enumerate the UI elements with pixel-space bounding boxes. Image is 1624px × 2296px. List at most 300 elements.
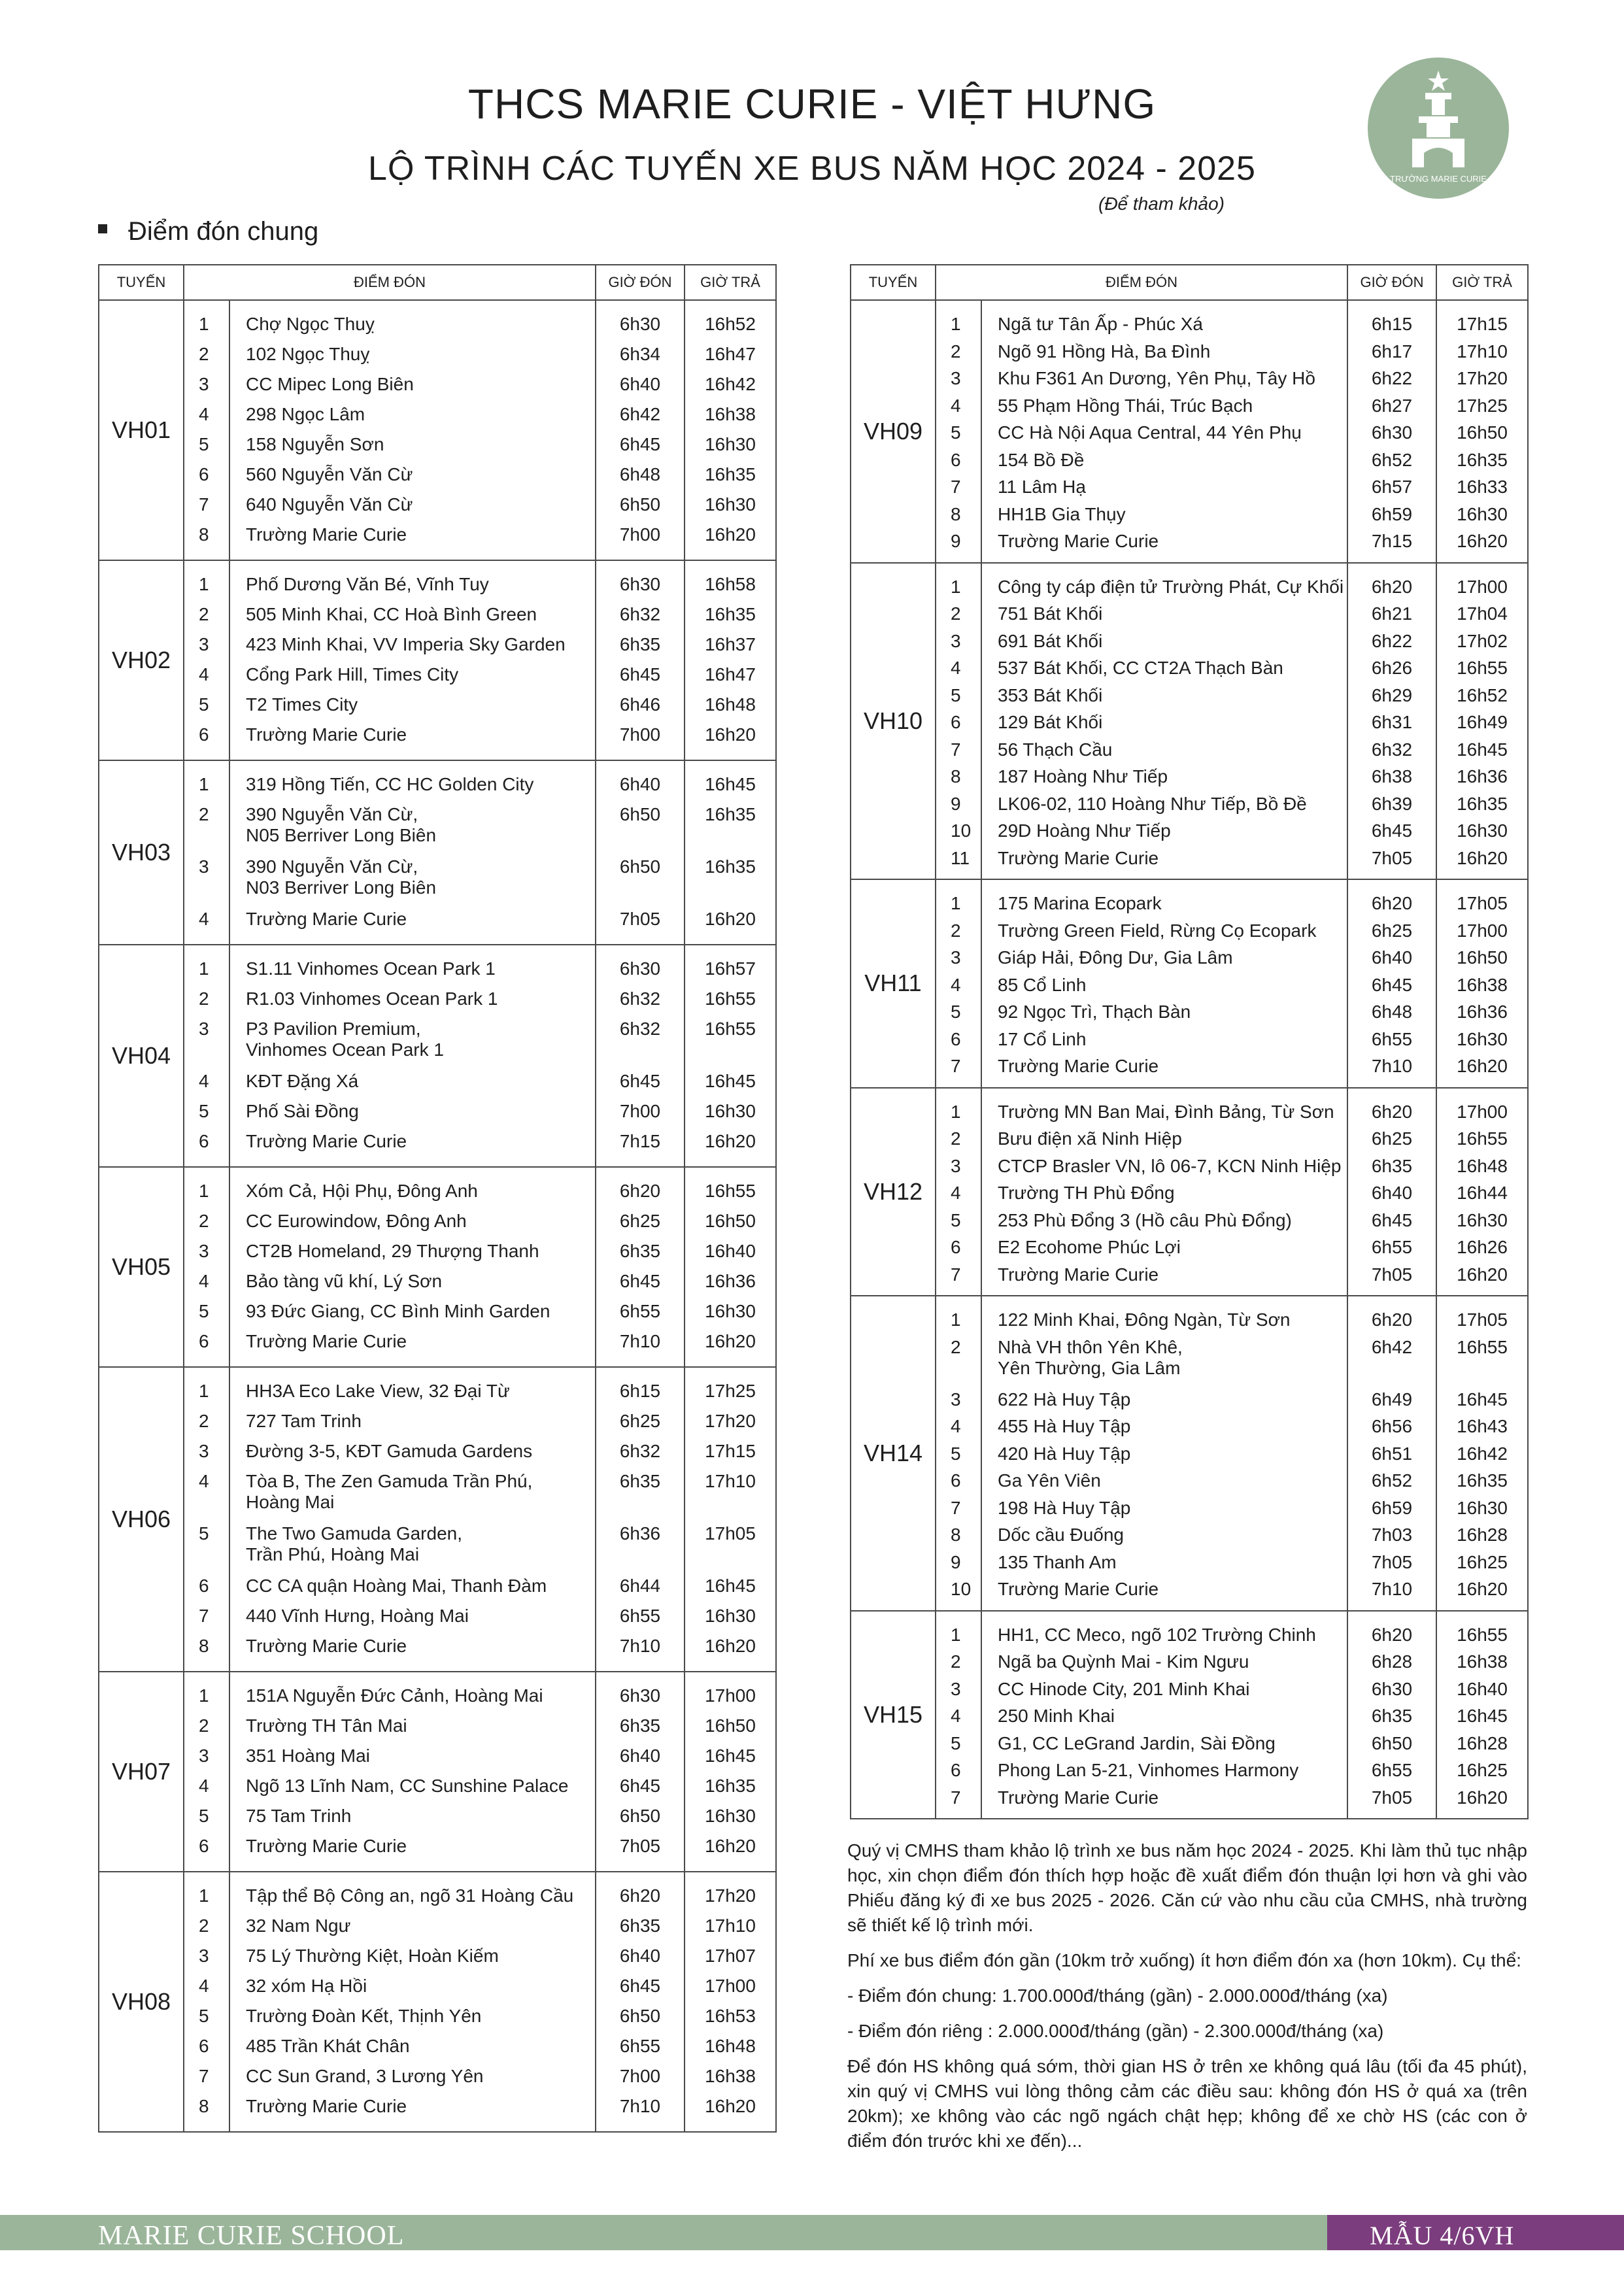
pickup-time: 6h55 [1371, 1760, 1413, 1780]
pickup-time: 6h45 [619, 664, 661, 684]
return-time: 16h50 [1457, 422, 1508, 443]
stop-address: CC Sun Grand, 3 Lương Yên [246, 2066, 484, 2086]
stop-number: 5 [199, 434, 209, 454]
return-time: 16h35 [705, 804, 756, 824]
pickup-time: 6h35 [619, 1715, 661, 1736]
route-code: VH03 [99, 760, 184, 945]
pickup-time: 6h52 [1371, 1470, 1413, 1491]
stop-number: 6 [951, 1760, 961, 1780]
stop-number: 4 [951, 1706, 961, 1726]
return-time: 16h36 [1457, 766, 1508, 786]
stop-address: 640 Nguyễn Văn Cừ [246, 494, 413, 515]
stop-number: 2 [951, 603, 961, 624]
note-paragraph: - Điểm đón riêng : 2.000.000đ/tháng (gần) - 2.300.000đ/tháng (xa) [847, 2021, 1384, 2041]
pickup-time: 6h32 [619, 604, 661, 624]
stop-number: 9 [951, 1551, 961, 1572]
stop-address: CT2B Homeland, 29 Thượng Thanh [246, 1241, 539, 1261]
stop-address: Trường TH Tân Mai [246, 1715, 407, 1736]
return-time: 16h53 [705, 2006, 756, 2026]
stop-number: 3 [951, 1389, 961, 1410]
stop-number: 1 [199, 1381, 209, 1401]
stop-number: 1 [951, 1624, 961, 1645]
pickup-time: 6h55 [619, 1606, 661, 1626]
reference-note: (Để tham khảo) [1098, 194, 1225, 214]
return-time: 16h35 [1457, 449, 1508, 470]
bullet-icon [98, 224, 107, 233]
return-time: 16h28 [1457, 1525, 1508, 1545]
pickup-time: 7h10 [619, 1331, 661, 1351]
pickup-time: 6h21 [1371, 603, 1413, 624]
pickup-time: 7h05 [619, 909, 661, 929]
stop-address: Trường Marie Curie [246, 909, 407, 929]
stop-address: Trường Marie Curie [998, 531, 1159, 551]
stop-address: Cổng Park Hill, Times City [246, 664, 459, 684]
pickup-time: 6h32 [619, 988, 661, 1009]
stop-number: 1 [199, 958, 209, 979]
return-time: 17h05 [1457, 893, 1508, 913]
stop-number: 2 [951, 920, 961, 941]
stop-number: 5 [199, 1523, 209, 1544]
return-time: 16h45 [705, 1071, 756, 1091]
column-header-return: GIỜ TRẢ [1436, 265, 1528, 300]
return-time: 17h07 [705, 1946, 756, 1966]
stop-address: Trường Marie Curie [998, 1787, 1159, 1808]
stop-address: 390 Nguyễn Văn Cừ, N05 Berriver Long Biên [246, 804, 437, 845]
stop-address: E2 Ecohome Phúc Lợi [998, 1237, 1181, 1257]
stop-address: 29D Hoàng Như Tiếp [998, 820, 1171, 841]
return-time: 16h20 [1457, 1056, 1508, 1076]
pickup-time: 6h45 [1371, 974, 1413, 995]
pickup-time: 6h20 [1371, 1624, 1413, 1645]
return-time: 16h48 [705, 2036, 756, 2056]
return-time: 16h35 [1457, 1470, 1508, 1491]
stop-number: 9 [951, 531, 961, 551]
return-time: 16h47 [705, 344, 756, 364]
pickup-time: 6h40 [1371, 1183, 1413, 1203]
route-row [851, 563, 1528, 880]
stop-address: HH1, CC Meco, ngõ 102 Trường Chinh [998, 1624, 1316, 1645]
stop-number: 2 [199, 1411, 209, 1431]
stop-number: 5 [951, 1443, 961, 1464]
pickup-time: 7h05 [1371, 1264, 1413, 1285]
stop-number: 2 [199, 604, 209, 624]
return-time: 16h35 [705, 604, 756, 624]
stop-number: 3 [199, 1441, 209, 1461]
return-time: 16h30 [1457, 1209, 1508, 1230]
stop-number: 6 [951, 1470, 961, 1491]
return-time: 16h30 [1457, 1028, 1508, 1049]
pickup-time: 6h49 [1371, 1389, 1413, 1410]
stop-address: Tập thể Bộ Công an, ngõ 31 Hoàng Cầu [246, 1885, 574, 1906]
stop-number: 7 [199, 1606, 209, 1626]
stop-number: 8 [951, 766, 961, 786]
stop-address: Trường Marie Curie [246, 2096, 407, 2116]
stop-number: 2 [199, 1211, 209, 1231]
return-time: 16h30 [705, 1301, 756, 1321]
stop-number: 3 [951, 630, 961, 651]
stop-number: 1 [951, 1101, 961, 1122]
pickup-time: 6h20 [1371, 1309, 1413, 1330]
column-header-pickup: GIỜ ĐÓN [1347, 265, 1436, 300]
return-time: 16h40 [1457, 1678, 1508, 1699]
return-time: 16h55 [1457, 1624, 1508, 1645]
return-time: 16h55 [1457, 1128, 1508, 1149]
stop-address: Trường Marie Curie [246, 1331, 407, 1351]
pickup-time: 6h25 [1371, 920, 1413, 941]
stop-address: Trường Đoàn Kết, Thịnh Yên [246, 2006, 482, 2026]
stop-number: 3 [951, 947, 961, 968]
stop-address: 537 Bát Khối, CC CT2A Thạch Bàn [998, 658, 1283, 678]
stop-number: 1 [199, 574, 209, 594]
stop-address: 32 Nam Ngư [246, 1916, 351, 1936]
stop-number: 7 [951, 1787, 961, 1808]
column-header-pickup: GIỜ ĐÓN [596, 265, 685, 300]
pickup-time: 6h32 [619, 1019, 661, 1039]
stop-number: 7 [199, 2066, 209, 2086]
pickup-time: 6h44 [619, 1576, 661, 1596]
stop-number: 1 [199, 1685, 209, 1706]
stop-address: HH1B Gia Thụy [998, 503, 1126, 524]
stop-number: 5 [199, 1301, 209, 1321]
stop-number: 5 [951, 1209, 961, 1230]
return-time: 16h20 [705, 1331, 756, 1351]
return-time: 17h05 [1457, 1309, 1508, 1330]
return-time: 17h00 [1457, 1101, 1508, 1122]
route-row [99, 1367, 776, 1672]
table-header [851, 265, 1528, 300]
route-code: VH09 [851, 300, 936, 563]
route-row [99, 560, 776, 760]
pickup-time: 6h30 [619, 1685, 661, 1706]
return-time: 17h15 [1457, 314, 1508, 334]
stop-address: 727 Tam Trinh [246, 1411, 362, 1431]
return-time: 16h55 [705, 988, 756, 1009]
pickup-time: 6h55 [619, 2036, 661, 2056]
stop-address: CC Hinode City, 201 Minh Khai [998, 1678, 1250, 1699]
pickup-time: 6h45 [619, 434, 661, 454]
pickup-time: 6h17 [1371, 341, 1413, 362]
stop-address: Trường TH Phù Đổng [998, 1183, 1175, 1203]
return-time: 16h48 [1457, 1155, 1508, 1176]
stop-number: 6 [199, 1836, 209, 1856]
pickup-time: 7h10 [619, 1636, 661, 1656]
route-code: VH14 [851, 1296, 936, 1611]
pickup-time: 6h45 [619, 1976, 661, 1996]
return-time: 16h45 [705, 1576, 756, 1596]
stop-number: 3 [199, 634, 209, 654]
route-code: VH07 [99, 1672, 184, 1872]
pickup-time: 7h10 [619, 2096, 661, 2116]
stop-address: 92 Ngọc Trì, Thạch Bàn [998, 1002, 1191, 1022]
stop-number: 1 [951, 314, 961, 334]
pickup-time: 6h50 [619, 856, 661, 877]
stop-address: 175 Marina Ecopark [998, 893, 1162, 913]
stop-number: 11 [951, 847, 970, 868]
pickup-time: 6h35 [619, 1241, 661, 1261]
pickup-time: 6h34 [619, 344, 661, 364]
return-time: 16h30 [705, 494, 756, 515]
stop-number: 1 [951, 576, 961, 597]
stop-address: 17 Cổ Linh [998, 1028, 1087, 1049]
return-time: 16h45 [1457, 1706, 1508, 1726]
return-time: 17h05 [705, 1523, 756, 1544]
stop-number: 7 [199, 494, 209, 515]
stop-number: 6 [951, 1237, 961, 1257]
stop-address: Trường Marie Curie [998, 847, 1159, 868]
stop-address: Trường Marie Curie [246, 1131, 407, 1151]
stop-address: T2 Times City [246, 694, 358, 715]
stop-number: 7 [951, 739, 961, 760]
pickup-time: 6h40 [619, 1946, 661, 1966]
pickup-time: 6h30 [619, 314, 661, 334]
stop-number: 6 [199, 464, 209, 484]
stop-number: 6 [951, 1028, 961, 1049]
route-code: VH12 [851, 1088, 936, 1296]
stop-address: 353 Bát Khối [998, 684, 1103, 705]
pickup-time: 6h15 [1371, 314, 1413, 334]
pickup-time: 6h40 [1371, 947, 1413, 968]
stop-number: 5 [951, 422, 961, 443]
return-time: 16h55 [705, 1181, 756, 1201]
pickup-time: 6h50 [1371, 1732, 1413, 1753]
stop-address: 198 Hà Huy Tập [998, 1497, 1131, 1518]
pickup-time: 7h00 [619, 1101, 661, 1121]
pickup-time: 6h27 [1371, 395, 1413, 416]
stop-address: 158 Nguyễn Sơn [246, 434, 384, 454]
stop-number: 10 [951, 1579, 972, 1599]
pickup-time: 6h51 [1371, 1443, 1413, 1464]
stop-number: 4 [951, 1183, 961, 1203]
pickup-time: 7h00 [619, 724, 661, 745]
stop-address: Bưu điện xã Ninh Hiệp [998, 1128, 1182, 1149]
stop-address: 32 xóm Hạ Hồi [246, 1976, 367, 1996]
return-time: 16h20 [1457, 1787, 1508, 1808]
stop-address: Dốc cầu Đuống [998, 1525, 1125, 1545]
stop-address: CC CA quận Hoàng Mai, Thanh Đàm [246, 1576, 547, 1596]
return-time: 16h30 [705, 1806, 756, 1826]
stop-address: 85 Cổ Linh [998, 974, 1087, 995]
stop-address: KĐT Đặng Xá [246, 1071, 359, 1091]
stop-address: 622 Hà Huy Tập [998, 1389, 1131, 1410]
pickup-time: 7h00 [619, 2066, 661, 2086]
pickup-time: 6h20 [619, 1181, 661, 1201]
pickup-time: 6h50 [619, 1806, 661, 1826]
stop-address: 440 Vĩnh Hưng, Hoàng Mai [246, 1606, 469, 1626]
pickup-time: 7h00 [619, 524, 661, 545]
route-code: VH10 [851, 563, 936, 880]
stop-number: 7 [951, 1056, 961, 1076]
stop-address: P3 Pavilion Premium, Vinhomes Ocean Park 1 [246, 1019, 444, 1060]
stop-address: Xóm Cả, Hội Phụ, Đông Anh [246, 1181, 478, 1201]
stop-address: Trường Marie Curie [246, 724, 407, 745]
route-code: VH11 [851, 879, 936, 1088]
stop-address: CC Mipec Long Biên [246, 374, 414, 394]
stop-address: Giáp Hải, Đông Dư, Gia Lâm [998, 947, 1233, 968]
pickup-time: 6h22 [1371, 630, 1413, 651]
return-time: 16h20 [705, 1836, 756, 1856]
stop-number: 3 [951, 1155, 961, 1176]
stop-address: 390 Nguyễn Văn Cừ, N03 Berriver Long Biên [246, 856, 437, 898]
stop-number: 7 [951, 1497, 961, 1518]
stop-number: 5 [199, 1806, 209, 1826]
route-row [851, 300, 1528, 563]
stop-number: 1 [199, 314, 209, 334]
stop-address: Phong Lan 5-21, Vinhomes Harmony [998, 1760, 1299, 1780]
stop-address: Trường Green Field, Rừng Cọ Ecopark [998, 920, 1317, 941]
stop-address: 151A Nguyễn Đức Cảnh, Hoàng Mai [246, 1685, 543, 1706]
stop-address: 102 Ngọc Thuỵ [246, 344, 370, 364]
stop-number: 3 [199, 1019, 209, 1039]
stop-address: The Two Gamuda Garden, Trần Phú, Hoàng Mai [246, 1523, 462, 1564]
stop-number: 1 [199, 1181, 209, 1201]
return-time: 16h38 [705, 404, 756, 424]
pickup-time: 6h32 [619, 1441, 661, 1461]
column-header-stop: ĐIỂM ĐÓN [936, 265, 1347, 300]
stop-address: Công ty cáp điện tử Trường Phát, Cự Khối [998, 576, 1344, 597]
stop-address: Trường Marie Curie [998, 1056, 1159, 1076]
stop-number: 7 [951, 1264, 961, 1285]
return-time: 17h00 [705, 1685, 756, 1706]
pickup-time: 6h50 [619, 2006, 661, 2026]
stop-address: Phố Sài Đồng [246, 1101, 359, 1121]
route-code: VH08 [99, 1872, 184, 2132]
stop-number: 2 [199, 1715, 209, 1736]
stop-number: 3 [199, 856, 209, 877]
return-time: 17h10 [705, 1471, 756, 1491]
stop-number: 2 [951, 1336, 961, 1357]
pickup-time: 6h40 [619, 774, 661, 794]
stop-address: Khu F361 An Dương, Yên Phụ, Tây Hồ [998, 368, 1315, 388]
stop-address: S1.11 Vinhomes Ocean Park 1 [246, 958, 496, 979]
return-time: 16h38 [705, 2066, 756, 2086]
return-time: 16h20 [705, 1636, 756, 1656]
return-time: 16h30 [705, 434, 756, 454]
return-time: 17h10 [1457, 341, 1508, 362]
stop-address: 455 Hà Huy Tập [998, 1416, 1131, 1436]
stop-number: 2 [199, 804, 209, 824]
return-time: 16h50 [1457, 947, 1508, 968]
stop-number: 6 [951, 712, 961, 732]
return-time: 17h10 [705, 1916, 756, 1936]
return-time: 16h20 [1457, 531, 1508, 551]
stop-address: 122 Minh Khai, Đông Ngàn, Từ Sơn [998, 1309, 1291, 1330]
stop-number: 1 [199, 774, 209, 794]
return-time: 17h04 [1457, 603, 1508, 624]
return-time: 16h38 [1457, 974, 1508, 995]
stop-address: 11 Lâm Hạ [998, 477, 1086, 497]
pickup-time: 6h45 [619, 1271, 661, 1291]
stop-number: 7 [951, 477, 961, 497]
stop-number: 4 [199, 1776, 209, 1796]
stop-number: 3 [199, 1241, 209, 1261]
stop-address: Trường Marie Curie [246, 524, 407, 545]
stop-address: Ngõ 13 Lĩnh Nam, CC Sunshine Palace [246, 1776, 569, 1796]
return-time: 16h42 [705, 374, 756, 394]
pickup-time: 6h30 [1371, 1678, 1413, 1699]
stop-number: 4 [199, 1471, 209, 1491]
note-paragraph: Quý vị CMHS tham khảo lộ trình xe bus năm học 2024 - 2025. Khi làm thủ tục nhập học, xin chọn điểm đón thích hợp hoặc đề xuất điểm đón thuận lợi hơn và ghi vào Phiếu đăng ký đi xe bus 2025 - 2026. Căn cứ vào nhu cầu của CMHS, nhà trường sẽ thiết kế lộ trình mới. [847, 1840, 1527, 1935]
pickup-time: 6h40 [619, 374, 661, 394]
pickup-time: 6h25 [1371, 1128, 1413, 1149]
stop-number: 6 [199, 1131, 209, 1151]
stop-number: 2 [199, 988, 209, 1009]
return-time: 16h20 [705, 724, 756, 745]
pickup-time: 6h30 [619, 958, 661, 979]
stop-address: 351 Hoàng Mai [246, 1746, 370, 1766]
stop-address: Trường Marie Curie [246, 1836, 407, 1856]
page-subtitle: LỘ TRÌNH CÁC TUYẾN XE BUS NĂM HỌC 2024 - 2025 [368, 150, 1256, 188]
route-row [851, 879, 1528, 1088]
stop-address: 485 Trần Khát Chân [246, 2036, 410, 2056]
pickup-time: 6h25 [619, 1211, 661, 1231]
stop-address: R1.03 Vinhomes Ocean Park 1 [246, 988, 498, 1009]
return-time: 16h45 [705, 1746, 756, 1766]
stop-number: 6 [199, 1331, 209, 1351]
stop-address: Phố Dương Văn Bé, Vĩnh Tuy [246, 574, 489, 594]
route-code: VH04 [99, 945, 184, 1167]
route-row [99, 1872, 776, 2132]
return-time: 17h00 [1457, 920, 1508, 941]
return-time: 16h30 [1457, 503, 1508, 524]
route-row [851, 1611, 1528, 1819]
pickup-time: 6h32 [1371, 739, 1413, 760]
stop-number: 3 [951, 1678, 961, 1699]
pickup-time: 6h55 [1371, 1237, 1413, 1257]
pickup-time: 6h55 [1371, 1028, 1413, 1049]
pickup-time: 6h22 [1371, 368, 1413, 388]
route-row [851, 1296, 1528, 1611]
pickup-time: 7h05 [1371, 1551, 1413, 1572]
pickup-time: 6h56 [1371, 1416, 1413, 1436]
pickup-time: 6h45 [1371, 1209, 1413, 1230]
pickup-time: 6h29 [1371, 684, 1413, 705]
stop-number: 9 [951, 793, 961, 814]
stop-number: 2 [199, 344, 209, 364]
pickup-time: 6h35 [619, 1916, 661, 1936]
stop-address: Ngã ba Quỳnh Mai - Kim Ngưu [998, 1651, 1249, 1672]
route-code: VH06 [99, 1367, 184, 1672]
pickup-time: 7h10 [1371, 1579, 1413, 1599]
stop-number: 6 [199, 1576, 209, 1596]
return-time: 16h55 [1457, 658, 1508, 678]
stop-address: 560 Nguyễn Văn Cừ [246, 464, 413, 484]
return-time: 16h25 [1457, 1760, 1508, 1780]
stop-address: 420 Hà Huy Tập [998, 1443, 1131, 1464]
pickup-time: 6h48 [619, 464, 661, 484]
stop-number: 5 [951, 1732, 961, 1753]
pickup-time: 7h03 [1371, 1525, 1413, 1545]
stop-number: 5 [199, 2006, 209, 2026]
stop-address: 250 Minh Khai [998, 1706, 1115, 1726]
return-time: 16h26 [1457, 1237, 1508, 1257]
footer-form-code: MẪU 4/6VH [1370, 2221, 1515, 2250]
stop-address: 298 Ngọc Lâm [246, 404, 365, 424]
pickup-time: 7h05 [1371, 1787, 1413, 1808]
stop-number: 3 [951, 368, 961, 388]
stop-number: 5 [199, 1101, 209, 1121]
return-time: 16h37 [705, 634, 756, 654]
stop-number: 3 [199, 1946, 209, 1966]
return-time: 16h35 [1457, 793, 1508, 814]
stop-address: CC Hà Nội Aqua Central, 44 Yên Phụ [998, 422, 1302, 443]
return-time: 16h50 [705, 1715, 756, 1736]
school-logo [1366, 56, 1510, 200]
stop-number: 4 [951, 395, 961, 416]
return-time: 16h55 [705, 1019, 756, 1039]
stop-number: 8 [199, 2096, 209, 2116]
stop-number: 2 [199, 1916, 209, 1936]
pickup-time: 6h35 [1371, 1706, 1413, 1726]
